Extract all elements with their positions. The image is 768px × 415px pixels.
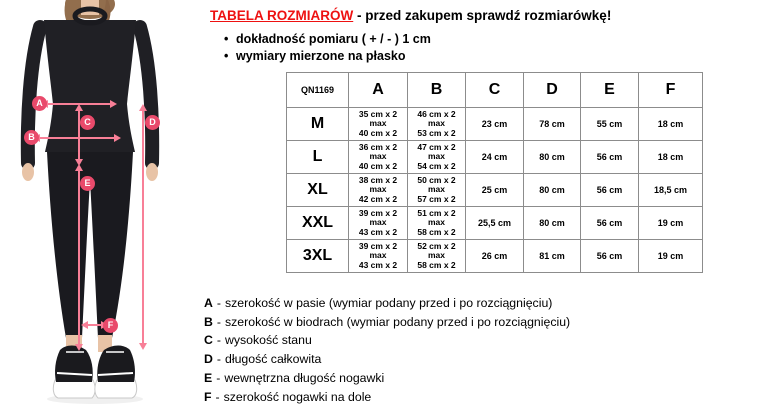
- note-item: [224, 48, 431, 65]
- legend-letter: B: [204, 314, 213, 329]
- model-photo: [0, 0, 200, 415]
- marker-e: [80, 176, 95, 191]
- inseam-measure-arrow: [78, 168, 80, 347]
- marker-a: [32, 96, 47, 111]
- measurement-cell-b: [408, 108, 466, 141]
- cell-line: max: [369, 118, 387, 129]
- marker-c: [80, 115, 95, 130]
- size-label: XL: [287, 174, 349, 207]
- cell-line: max: [369, 217, 387, 228]
- measurement-cell-a: [349, 141, 408, 174]
- cell-line: 53 cm x 2: [417, 127, 456, 138]
- column-header-b: B: [408, 73, 466, 108]
- table-row-xxl: [287, 207, 703, 240]
- marker-b: [24, 130, 39, 145]
- measurement-cell-c: 25,5 cm: [466, 207, 524, 240]
- measurement-cell-e: 56 cm: [581, 141, 639, 174]
- measurement-cell-e: 55 cm: [581, 108, 639, 141]
- bullet-icon: •: [224, 32, 229, 46]
- measurement-cell-c: 24 cm: [466, 141, 524, 174]
- size-label: XXL: [287, 207, 349, 240]
- table-row-m: [287, 108, 703, 141]
- measurement-cell-f: 19 cm: [639, 240, 703, 273]
- cell-line: 57 cm x 2: [417, 193, 456, 204]
- measurement-legend: [204, 294, 570, 406]
- cell-line: max: [427, 118, 445, 129]
- note-text: dokładność pomiaru ( + / - ) 1 cm: [236, 32, 431, 46]
- cell-line: 39 cm x 2: [358, 240, 398, 251]
- legend-dash: -: [216, 352, 221, 367]
- cell-line: 43 cm x 2: [358, 259, 398, 270]
- cell-line: 58 cm x 2: [417, 226, 456, 237]
- legend-letter: D: [204, 352, 213, 367]
- legend-dash: -: [216, 370, 221, 385]
- cell-line: max: [369, 250, 387, 261]
- marker-c-label: C: [84, 117, 91, 127]
- cell-line: max: [427, 250, 445, 261]
- note-text: wymiary mierzone na płasko: [236, 49, 406, 63]
- marker-a-label: A: [36, 98, 43, 108]
- cell-line: 50 cm x 2: [417, 174, 456, 185]
- column-header-e: E: [581, 73, 639, 108]
- cell-line: 46 cm x 2: [417, 108, 456, 119]
- title-rest: - przed zakupem sprawdź rozmiarówkę!: [357, 8, 612, 23]
- legend-letter: C: [204, 333, 213, 348]
- size-table: [286, 72, 703, 273]
- cell-line: 47 cm x 2: [417, 141, 456, 152]
- measurement-cell-b: [408, 240, 466, 273]
- marker-d: [145, 115, 160, 130]
- legend-letter: A: [204, 296, 213, 310]
- measurement-cell-c: 26 cm: [466, 240, 524, 273]
- table-header-row: [287, 73, 703, 108]
- cell-line: max: [427, 151, 445, 162]
- measurement-cell-d: 81 cm: [524, 240, 581, 273]
- legend-dash: -: [216, 314, 221, 329]
- legend-item-d: [204, 350, 570, 369]
- table-row-l: [287, 141, 703, 174]
- table-row-xl: [287, 174, 703, 207]
- cell-line: 54 cm x 2: [417, 160, 456, 171]
- measurement-cell-d: 80 cm: [524, 207, 581, 240]
- legend-item-a: [204, 294, 570, 313]
- marker-f-label: F: [107, 320, 114, 330]
- measurement-cell-e: 56 cm: [581, 240, 639, 273]
- legend-text: długość całkowita: [225, 352, 322, 367]
- legend-text: szerokość w biodrach (wymiar podany przed i po rozciągnięciu): [225, 314, 571, 329]
- measurement-cell-a: [349, 108, 408, 141]
- legend-text: wysokość stanu: [225, 333, 312, 348]
- cell-line: max: [427, 217, 445, 228]
- column-header-a: A: [349, 73, 408, 108]
- marker-f: [103, 318, 118, 333]
- cell-line: max: [427, 184, 445, 195]
- notes-list: [224, 31, 431, 65]
- measurement-cell-d: 80 cm: [524, 174, 581, 207]
- legend-letter: E: [204, 370, 213, 385]
- measurement-cell-e: 56 cm: [581, 174, 639, 207]
- legend-item-e: [204, 369, 570, 388]
- marker-b-label: B: [28, 132, 35, 142]
- legend-item-c: [204, 331, 570, 350]
- column-header-f: F: [639, 73, 703, 108]
- title-highlight: TABELA ROZMIARÓW: [210, 8, 354, 23]
- measurement-cell-e: 56 cm: [581, 207, 639, 240]
- measurement-cell-f: 18 cm: [639, 108, 703, 141]
- cell-line: 43 cm x 2: [358, 226, 398, 237]
- legend-text: szerokość w pasie (wymiar podany przed i po rozciągnięciu): [225, 296, 553, 310]
- legend-item-b: [204, 313, 570, 332]
- measurement-cell-f: 18,5 cm: [639, 174, 703, 207]
- measurement-cell-b: [408, 174, 466, 207]
- cell-line: 36 cm x 2: [358, 141, 398, 152]
- cell-line: 39 cm x 2: [358, 207, 398, 218]
- cell-line: 40 cm x 2: [358, 127, 398, 138]
- rise-measure-arrow: [78, 108, 80, 162]
- measurement-cell-c: 23 cm: [466, 108, 524, 141]
- leg-opening-measure-arrow: [85, 324, 104, 326]
- measurement-cell-a: [349, 174, 408, 207]
- legend-text: wewnętrzna długość nogawki: [224, 370, 385, 385]
- marker-d-label: D: [149, 117, 156, 127]
- size-label: L: [287, 141, 349, 174]
- model-figure: [0, 0, 200, 415]
- measurement-cell-f: 18 cm: [639, 141, 703, 174]
- cell-line: 38 cm x 2: [358, 174, 398, 185]
- legend-letter: F: [204, 389, 212, 404]
- legend-dash: -: [216, 333, 221, 348]
- measurement-cell-b: [408, 141, 466, 174]
- bullet-icon: •: [224, 49, 229, 63]
- cell-line: 58 cm x 2: [417, 259, 456, 270]
- cell-line: max: [369, 184, 387, 195]
- measurement-cell-d: 78 cm: [524, 108, 581, 141]
- measurement-cell-f: 19 cm: [639, 207, 703, 240]
- cell-line: 51 cm x 2: [417, 207, 456, 218]
- size-label: M: [287, 108, 349, 141]
- table-row-3xl: [287, 240, 703, 273]
- measurement-cell-b: [408, 207, 466, 240]
- cell-line: 40 cm x 2: [358, 160, 398, 171]
- measurement-cell-d: 80 cm: [524, 141, 581, 174]
- cell-line: 35 cm x 2: [358, 108, 398, 119]
- cell-line: max: [369, 151, 387, 162]
- column-header-d: D: [524, 73, 581, 108]
- legend-dash: -: [216, 296, 221, 310]
- hip-measure-arrow: [37, 137, 117, 139]
- column-header-c: C: [466, 73, 524, 108]
- size-label: 3XL: [287, 240, 349, 273]
- measurement-cell-a: [349, 207, 408, 240]
- legend-item-f: [204, 388, 570, 407]
- total-length-measure-arrow: [142, 108, 144, 346]
- cell-line: 42 cm x 2: [358, 193, 398, 204]
- product-code: QN1169: [287, 73, 349, 108]
- cell-line: 52 cm x 2: [417, 240, 456, 251]
- legend-dash: -: [215, 389, 220, 404]
- legend-text: szerokość nogawki na dole: [223, 389, 372, 404]
- measurement-cell-a: [349, 240, 408, 273]
- marker-e-label: E: [84, 178, 91, 188]
- note-item: [224, 31, 431, 48]
- page-title: [210, 8, 611, 23]
- measurement-cell-c: 25 cm: [466, 174, 524, 207]
